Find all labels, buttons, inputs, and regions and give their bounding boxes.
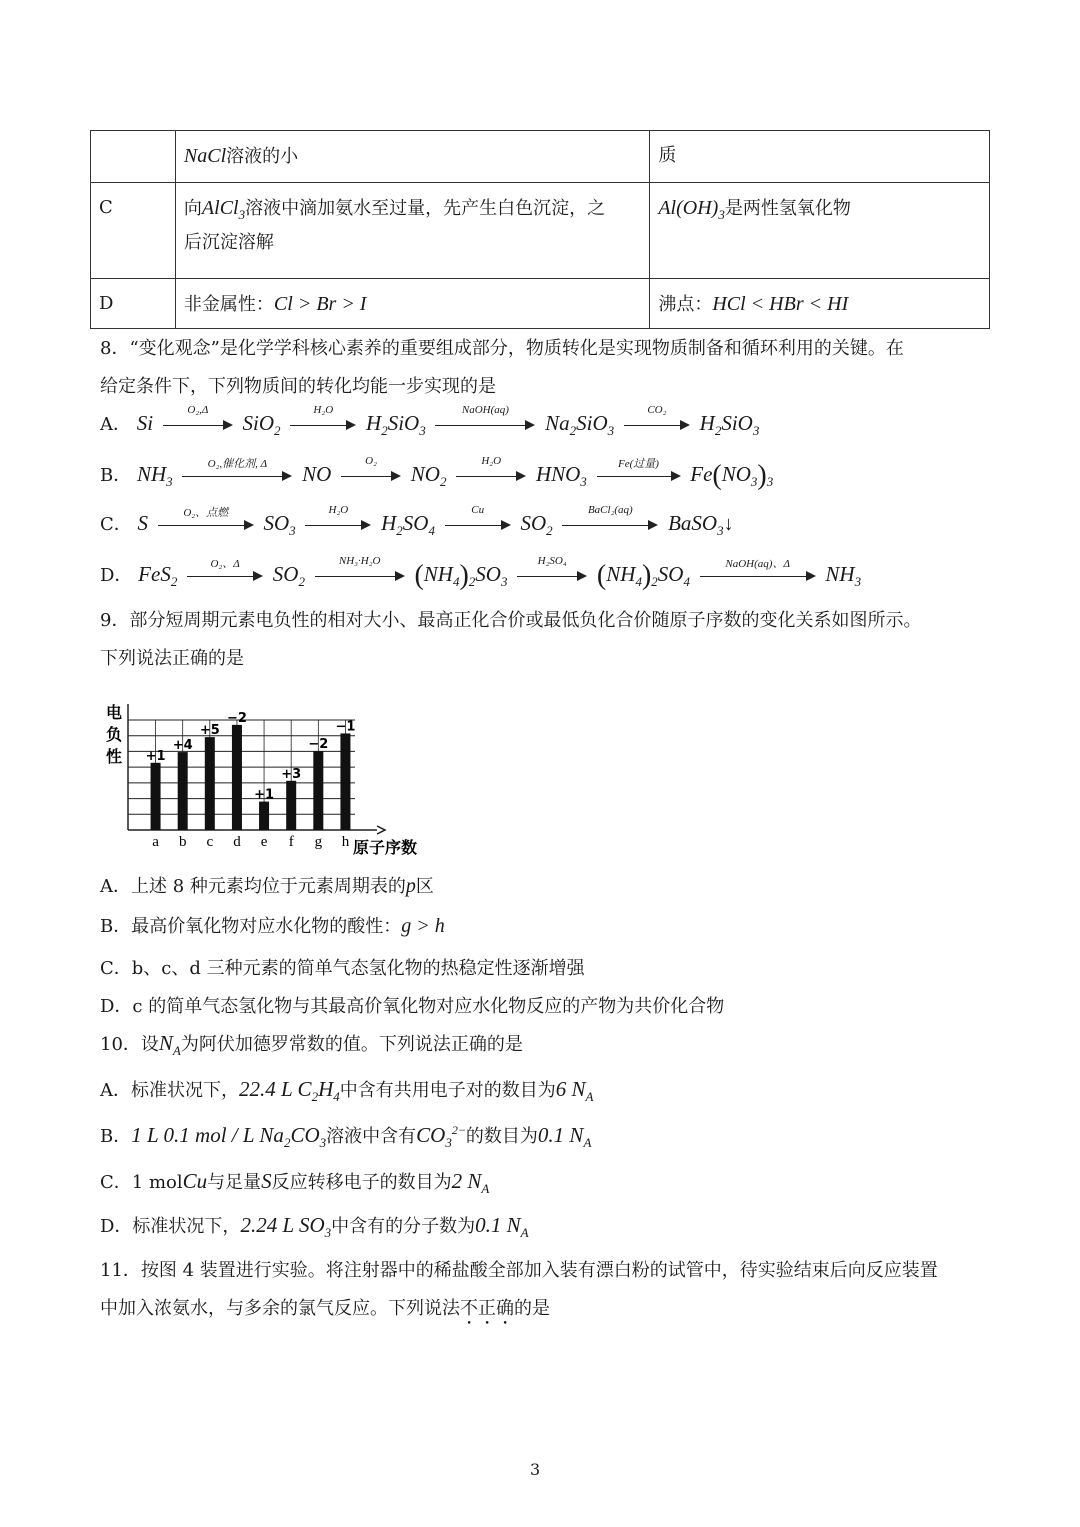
statement-cell bbox=[175, 183, 649, 279]
emphasis-text: 不正确 bbox=[460, 1298, 514, 1319]
text: 沸点： bbox=[658, 294, 713, 315]
text: 溶液中滴加氨水至过量，先产生白色沉淀，之 bbox=[245, 198, 606, 219]
q8-stem-line1: 8．“变化观念”是化学学科核心素养的重要组成部分，物质转化是实现物质制备和循环利用的关键。在 bbox=[100, 338, 904, 359]
arrow-condition: O₂、Δ bbox=[210, 558, 240, 570]
bar-value-label: −2 bbox=[226, 710, 247, 726]
arrow-condition: NaOH(aq)、Δ bbox=[725, 558, 790, 570]
x-axis-arrow bbox=[377, 826, 385, 834]
table-row bbox=[91, 279, 990, 329]
statement-cell bbox=[175, 131, 649, 183]
x-tick-label: b bbox=[178, 834, 187, 850]
y-axis-label-1: 电 bbox=[106, 703, 123, 722]
y-axis-label-2: 负 bbox=[106, 725, 123, 744]
arrow-condition: CO₂ bbox=[647, 404, 667, 416]
row-label bbox=[91, 131, 176, 183]
bar-e bbox=[259, 802, 269, 830]
bar-h bbox=[340, 733, 350, 830]
q11-line2: 中加入浓氨水，与多余的氯气反应。下列说法不正确的是 bbox=[100, 1298, 550, 1319]
y-axis-label-3: 性 bbox=[106, 747, 123, 766]
arrow-condition: O₂、点燃 bbox=[183, 507, 229, 519]
q8-option-c: C． S O₂、点燃 $SO_3$ H₂O $H_2SO_4$ Cu $SO_2$ BaCl₂(aq) BaSO$_3$↓ bbox=[100, 504, 734, 538]
x-tick-label: c bbox=[206, 834, 214, 850]
option-label: C． bbox=[100, 514, 132, 535]
arrow-condition: H₂O bbox=[328, 504, 349, 516]
bar-d bbox=[232, 725, 242, 830]
q10-option-b: B．1 L 0.1 mol / L $Na_2CO_3$溶液中含有$CO_3^{2-}$的数目为0.1 $N_A$ bbox=[100, 1123, 592, 1150]
x-tick-label: d bbox=[233, 834, 241, 850]
q8-option-b: B． $NH_3$ O₂,催化剂, Δ NO O₂ $NO_2$ H₂O $HNO_3$ Fe(过量) $Fe(NO_3)_3$ bbox=[100, 455, 774, 491]
text: 向 bbox=[183, 198, 202, 219]
statement-cell bbox=[175, 279, 649, 329]
arrow-condition: H₂SO₄ bbox=[537, 555, 567, 567]
reason-cell: 质 bbox=[650, 131, 990, 183]
bar-value-label: +4 bbox=[172, 738, 193, 754]
arrow-condition: Cu bbox=[471, 504, 485, 516]
arrow-condition: H₂O bbox=[313, 404, 334, 416]
bar-value-label: +5 bbox=[199, 723, 220, 739]
q11-line1: 11．按图 4 装置进行实验。将注射器中的稀盐酸全部加入装有漂白粉的试管中，待实验结束后向反应装置 bbox=[100, 1260, 938, 1281]
arrow-condition: O₂ bbox=[365, 455, 377, 467]
q9-stem-line1: 9．部分短周期元素电负性的相对大小、最高正化合价或最低负化合价随原子序数的变化关系如图所示。 bbox=[100, 610, 922, 631]
text: 后沉淀溶解 bbox=[183, 232, 274, 253]
arrow-condition: H₂O bbox=[481, 455, 502, 467]
bar-value-label: +1 bbox=[145, 748, 166, 764]
answer-table bbox=[90, 130, 990, 329]
option-label: A． bbox=[100, 414, 131, 435]
q8-option-d: D． FeS$_2$ O₂、Δ $SO_2$ NH₃·H₂O $(NH_4)_2SO_3$ H₂SO₄ $(NH_4)_2SO_4$ NaOH(aq)、Δ $NH_3$ bbox=[100, 555, 862, 591]
q10-option-c: C．1 molCu与足量S反应转移电子的数目为2 $N_A$ bbox=[100, 1169, 490, 1196]
q9-option-c: C．b、c、d 三种元素的简单气态氢化物的热稳定性逐渐增强 bbox=[100, 958, 585, 979]
x-tick-label: a bbox=[152, 834, 159, 850]
q9-stem-line2: 下列说法正确的是 bbox=[100, 648, 244, 669]
option-label: B． bbox=[100, 465, 132, 486]
electronegativity-bar-chart bbox=[100, 690, 440, 865]
x-tick-label: h bbox=[341, 834, 350, 850]
q9-option-b: B．最高价氧化物对应水化物的酸性：g > h bbox=[100, 915, 445, 937]
arrow-condition: Fe(过量) bbox=[618, 458, 659, 470]
q9-option-d: D．c 的简单气态氢化物与其最高价氧化物对应水化物反应的产物为共价化合物 bbox=[100, 996, 725, 1017]
arrow-condition: O₂,Δ bbox=[187, 404, 209, 416]
reason-cell bbox=[650, 279, 990, 329]
arrow-condition: BaCl₂(aq) bbox=[587, 504, 633, 516]
bar-value-label: +1 bbox=[254, 787, 275, 803]
q9-option-a: A．上述 8 种元素均位于元素周期表的p区 bbox=[100, 875, 434, 897]
table-row bbox=[91, 131, 990, 183]
bar-f bbox=[286, 781, 296, 830]
table-row bbox=[91, 183, 990, 279]
text: 非金属性： bbox=[183, 294, 274, 315]
row-label: D bbox=[91, 279, 176, 329]
x-axis-label: 原子序数 bbox=[353, 838, 418, 857]
formula: Cl > Br > I bbox=[273, 293, 367, 315]
q10-stem: 10．设$N_A$为阿伏加德罗常数的值。下列说法正确的是 bbox=[100, 1031, 523, 1058]
q10-option-d: D．标准状况下，2.24 L $SO_3$中含有的分子数为0.1 $N_A$ bbox=[100, 1213, 529, 1240]
option-label: D． bbox=[100, 565, 133, 586]
arrow-condition: O₂,催化剂, Δ bbox=[207, 458, 268, 470]
bar-g bbox=[313, 751, 323, 830]
arrow-condition: NH₃·H₂O bbox=[338, 555, 381, 567]
formula: NaCl bbox=[183, 145, 227, 167]
q8-stem-line2: 给定条件下，下列物质间的转化均能一步实现的是 bbox=[100, 376, 496, 397]
bar-value-label: −1 bbox=[335, 719, 356, 735]
bar-b bbox=[178, 752, 188, 830]
formula: HCl < HBr < HI bbox=[712, 293, 849, 315]
q10-option-a: A．标准状况下，22.4 L $C_2H_4$中含有共用电子对的数目为6 $N_A$ bbox=[100, 1077, 594, 1104]
x-tick-label: e bbox=[260, 834, 268, 850]
text: 溶液的小 bbox=[226, 146, 299, 167]
x-tick-label: g bbox=[314, 834, 323, 850]
text: 是两性氢氧化物 bbox=[724, 198, 851, 219]
arrow-condition: NaOH(aq) bbox=[461, 404, 509, 416]
formula: AlCl$_3$ bbox=[201, 197, 246, 222]
bar-value-label: −2 bbox=[308, 737, 329, 753]
bar-value-label: +3 bbox=[281, 766, 302, 782]
formula: $Al(OH)_3$ bbox=[658, 197, 725, 222]
bar-a bbox=[151, 763, 161, 830]
bar-c bbox=[205, 737, 215, 830]
page-number: 3 bbox=[530, 1460, 541, 1479]
x-tick-label: f bbox=[288, 834, 294, 850]
row-label: C bbox=[91, 183, 176, 279]
reason-cell bbox=[650, 183, 990, 279]
q8-option-a: A． Si O₂,Δ SiO$_2$ H₂O $H_2SiO_3$ NaOH(aq) $Na_2SiO_3$ CO₂ $H_2SiO_3$ bbox=[100, 404, 760, 438]
